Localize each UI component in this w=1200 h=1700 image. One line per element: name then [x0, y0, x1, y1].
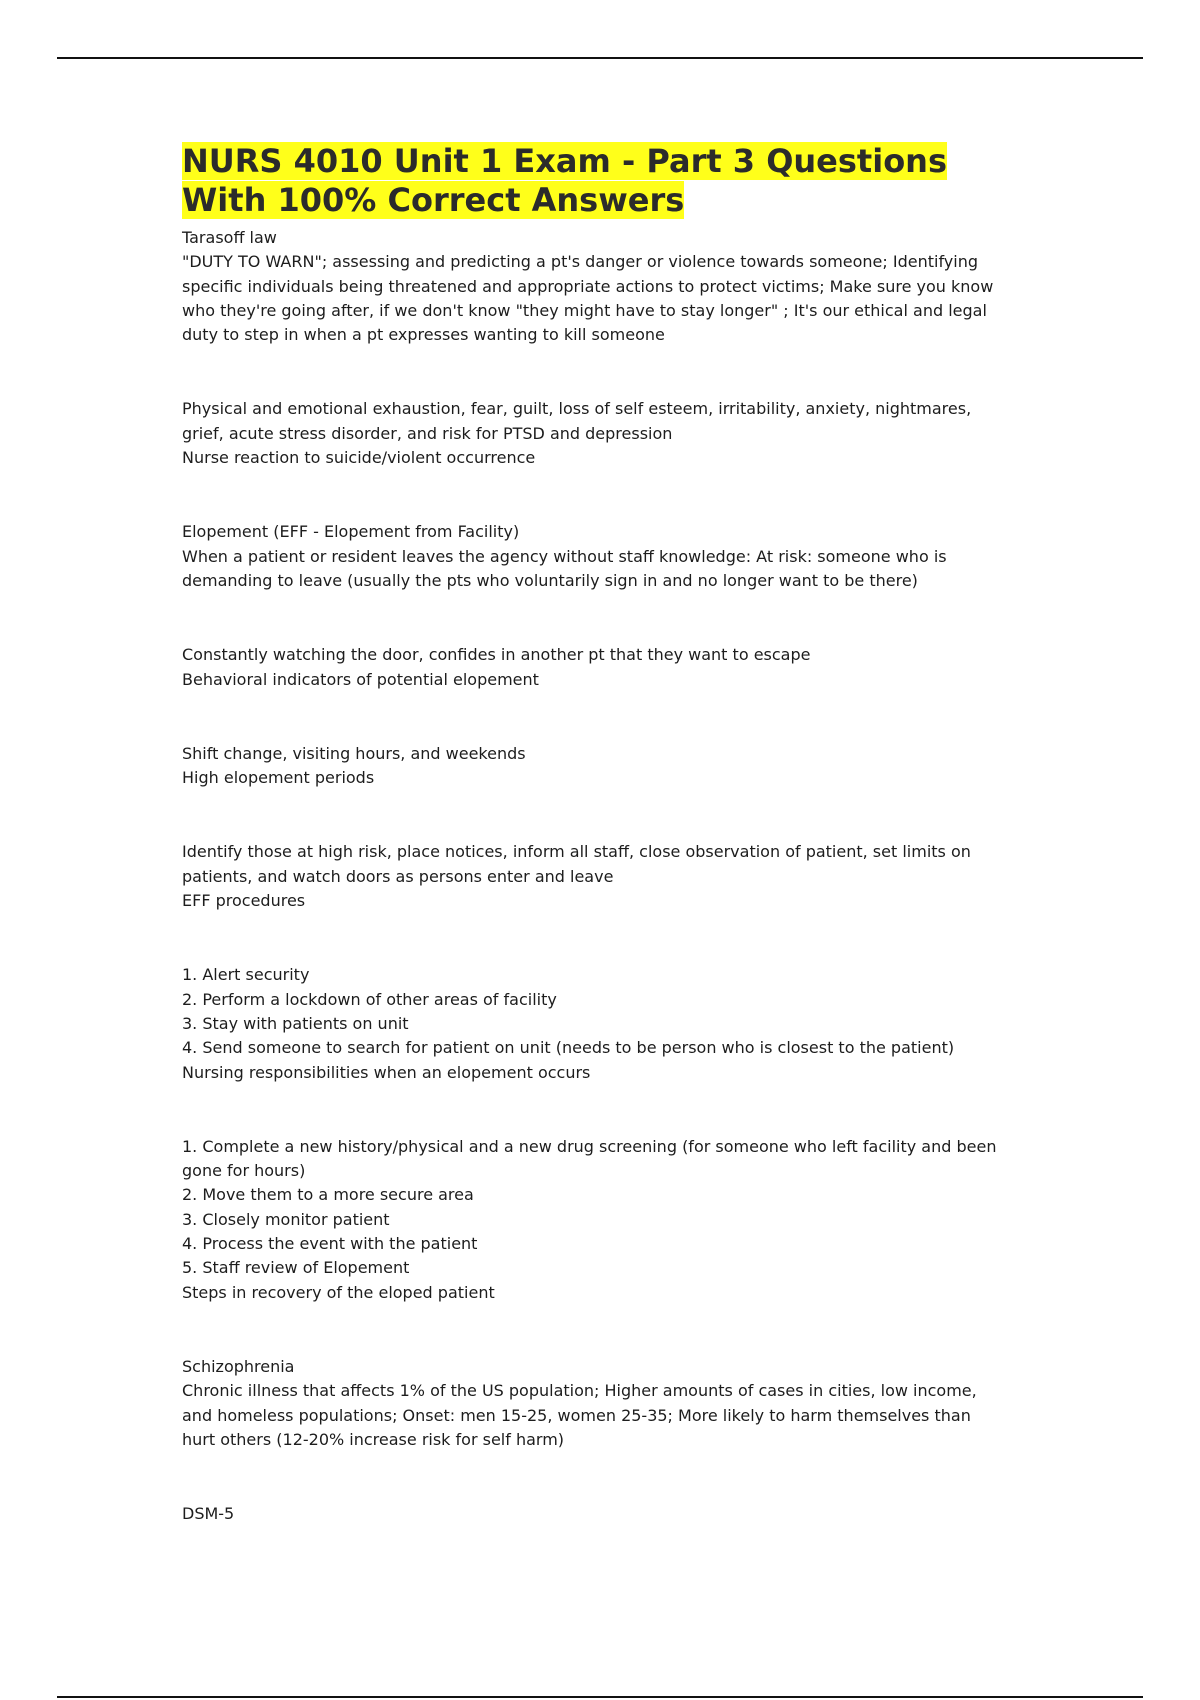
flashcard-high-elopement-periods [182, 742, 1032, 791]
card-line: Shift change, visiting hours, and weekends [182, 743, 526, 763]
document-body [182, 142, 1032, 1576]
card-line: 5. Staff review of Elopement [182, 1258, 410, 1278]
card-line: 3. Closely monitor patient [182, 1209, 390, 1229]
card-line: Identify those at high risk, place notices, inform all staff, close observation of patient, set limits on [182, 842, 971, 862]
document-title [182, 142, 1032, 220]
flashcard-elopement [182, 520, 1032, 593]
card-line: 2. Move them to a more secure area [182, 1185, 474, 1205]
card-line: who they're going after, if we don't know "they might have to stay longer" ; It's our ethical and legal [182, 300, 987, 320]
flashcard-tarasoff-law [182, 226, 1032, 347]
card-line: Nursing responsibilities when an elopement occurs [182, 1062, 591, 1082]
card-line: Steps in recovery of the eloped patient [182, 1282, 495, 1302]
card-line: 3. Stay with patients on unit [182, 1013, 409, 1033]
card-line: Schizophrenia [182, 1356, 295, 1376]
card-line: Nurse reaction to suicide/violent occurrence [182, 448, 536, 468]
card-line: duty to step in when a pt expresses wanting to kill someone [182, 325, 665, 345]
card-line: demanding to leave (usually the pts who voluntarily sign in and no longer want to be there) [182, 570, 918, 590]
footer-rule [57, 1696, 1143, 1698]
card-line: Behavioral indicators of potential elopement [182, 669, 539, 689]
card-line: patients, and watch doors as persons enter and leave [182, 866, 614, 886]
flashcard-dsm5 [182, 1502, 1032, 1526]
card-line: gone for hours) [182, 1161, 306, 1181]
flashcard-nurse-reaction [182, 397, 1032, 470]
header-rule [57, 57, 1143, 59]
card-line: Elopement (EFF - Elopement from Facility) [182, 522, 520, 542]
card-line: When a patient or resident leaves the agency without staff knowledge: At risk: someone who is [182, 546, 947, 566]
card-line: 1. Complete a new history/physical and a new drug screening (for someone who left facility and been [182, 1136, 997, 1156]
card-line: specific individuals being threatened and appropriate actions to protect victims; Make sure you know [182, 276, 994, 296]
card-line: Chronic illness that affects 1% of the US population; Higher amounts of cases in cities, low income, [182, 1381, 977, 1401]
title-line-2: With 100% Correct Answers [182, 181, 685, 219]
card-line: and homeless populations; Onset: men 15-25, women 25-35; More likely to harm themselves than [182, 1405, 971, 1425]
card-line: 4. Send someone to search for patient on unit (needs to be person who is closest to the patient) [182, 1038, 955, 1058]
flashcard-recovery-steps [182, 1135, 1032, 1305]
card-line: 2. Perform a lockdown of other areas of facility [182, 989, 557, 1009]
card-line: Constantly watching the door, confides in another pt that they want to escape [182, 645, 811, 665]
card-line: High elopement periods [182, 768, 375, 788]
flashcard-behavioral-indicators [182, 643, 1032, 692]
card-line: grief, acute stress disorder, and risk for PTSD and depression [182, 423, 673, 443]
card-line: DSM-5 [182, 1504, 235, 1524]
flashcard-nursing-responsibilities [182, 963, 1032, 1084]
card-line: "DUTY TO WARN"; assessing and predicting a pt's danger or violence towards someone; Identifying [182, 252, 979, 272]
flashcard-schizophrenia [182, 1355, 1032, 1452]
card-line: 4. Process the event with the patient [182, 1234, 478, 1254]
title-line-1: NURS 4010 Unit 1 Exam - Part 3 Questions [182, 142, 947, 180]
card-line: hurt others (12-20% increase risk for self harm) [182, 1429, 565, 1449]
card-line: Physical and emotional exhaustion, fear, guilt, loss of self esteem, irritability, anxiety, nightmares, [182, 399, 972, 419]
card-line: Tarasoff law [182, 228, 277, 247]
card-line: EFF procedures [182, 891, 306, 911]
flashcard-eff-procedures [182, 840, 1032, 913]
card-line: 1. Alert security [182, 965, 310, 985]
